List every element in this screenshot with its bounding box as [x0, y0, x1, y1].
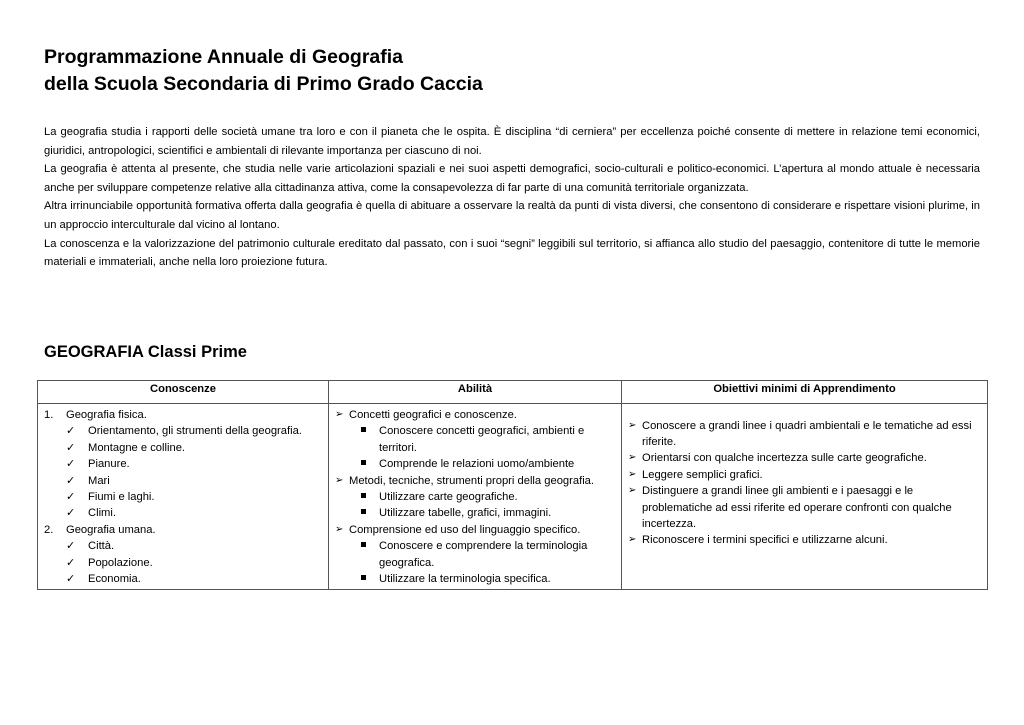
list-item-text: Fiumi e laghi. — [88, 491, 155, 504]
list-item-text: Utilizzare tabelle, grafici, immagini. — [379, 507, 552, 520]
title-line-2: della Scuola Secondaria di Primo Grado Caccia — [44, 73, 483, 95]
list-item-label: Geografia umana. — [66, 523, 156, 536]
list-item-text: Città. — [88, 540, 115, 553]
list-item-text: Riconoscere i termini specifici e utilizzarne alcuni. — [642, 534, 888, 547]
list-item-text: Distinguere a grandi linee gli ambienti e i paesaggi e le problematiche ad essi riferite ed operare confronti con qualche incertezza. — [642, 485, 952, 531]
arrow-bullet-icon: ➢ — [628, 485, 637, 497]
abilita-cell — [329, 404, 622, 590]
header-abilita: Abilità — [329, 381, 622, 404]
check-icon: ✓ — [66, 425, 76, 438]
list-item — [44, 505, 322, 521]
intro-text — [44, 123, 980, 272]
check-icon: ✓ — [66, 507, 76, 520]
arrow-bullet-icon: ➢ — [628, 468, 637, 480]
document-title — [44, 44, 483, 98]
list-item — [335, 407, 615, 423]
square-bullet-icon — [357, 489, 379, 505]
arrow-bullet-icon: ➢ — [335, 474, 344, 486]
list-item — [44, 571, 322, 587]
list-item — [335, 456, 615, 472]
check-icon: ✓ — [66, 441, 76, 454]
list-item — [335, 522, 615, 538]
intro-paragraph: Altra irrinunciabile opportunità formativa offerta dalla geografia è quella di abituare a osservare la realtà da punti di vista diversi, che consentono di considerare e rispettare visioni plurime, in un approccio interculturale dal vicino al lontano. — [44, 200, 980, 231]
check-icon: ✓ — [66, 540, 76, 553]
conoscenze-cell — [38, 404, 329, 590]
list-item — [335, 423, 615, 456]
list-item — [628, 467, 981, 483]
list-item-text: Mari — [88, 474, 110, 487]
square-bullet-icon — [357, 538, 379, 554]
list-item-label: Concetti geografici e conoscenze. — [349, 409, 517, 421]
arrow-bullet-icon: ➢ — [335, 523, 344, 535]
list-item-text: Utilizzare la terminologia specifica. — [379, 573, 551, 586]
list-item — [628, 483, 981, 532]
check-icon: ✓ — [66, 556, 76, 569]
list-item-text: Climi. — [88, 507, 116, 520]
square-bullet-icon — [357, 456, 379, 472]
list-number: 1. — [44, 409, 54, 421]
list-item — [44, 440, 322, 456]
list-item — [44, 555, 322, 571]
intro-paragraph: La geografia studia i rapporti delle società umane tra loro e con il pianeta che le ospita. È disciplina “di cerniera” per eccellenza poiché consente di mettere in relazione temi economici, giuridici, antropologici, scientifici e ambientali di rilevante importanza per ciascuno di noi. — [44, 126, 980, 157]
list-item — [335, 538, 615, 571]
intro-paragraph: La geografia è attenta al presente, che studia nelle varie articolazioni spaziali e nei suoi aspetti demografici, socio-culturali e politico-economici. L’apertura al mondo attuale è necessaria anche per sviluppare competenze relative alla cittadinanza attiva, come la consapevolezza di far parte di una comunità territoriale organizzata. — [44, 163, 980, 194]
title-line-1: Programmazione Annuale di Geografia — [44, 46, 404, 68]
list-item-text: Conoscere a grandi linee i quadri ambientali e le tematiche ad essi riferite. — [642, 419, 972, 449]
list-item-text: Pianure. — [88, 458, 130, 471]
square-bullet-icon — [357, 505, 379, 521]
list-item — [44, 522, 322, 538]
table-row — [38, 404, 988, 590]
list-item — [44, 423, 322, 439]
list-item-label: Comprensione ed uso del linguaggio specifico. — [349, 523, 581, 536]
intro-paragraph: La conoscenza e la valorizzazione del patrimonio culturale ereditato dal passato, con i suoi “segni” leggibili sul territorio, si affianca allo studio del paesaggio, contenitore di tutte le memorie materiali e immateriali, anche nella loro proiezione futura. — [44, 237, 980, 269]
list-item — [335, 505, 615, 521]
section-title: GEOGRAFIA Classi Prime — [44, 343, 247, 361]
list-item-text: Comprende le relazioni uomo/ambiente — [379, 458, 575, 471]
table-header-row — [38, 381, 988, 404]
list-item-text: Economia. — [88, 573, 141, 586]
list-item-text: Orientamento, gli strumenti della geografia. — [88, 425, 302, 438]
header-conoscenze: Conoscenze — [38, 381, 329, 404]
list-number: 2. — [44, 523, 54, 536]
list-item — [335, 571, 615, 587]
list-item-text: Conoscere e comprendere la terminologia geografica. — [379, 540, 588, 569]
list-item — [335, 489, 615, 505]
arrow-bullet-icon: ➢ — [628, 419, 637, 431]
list-item — [44, 473, 322, 489]
arrow-bullet-icon: ➢ — [335, 409, 344, 420]
check-icon: ✓ — [66, 458, 76, 471]
list-item-label: Metodi, tecniche, strumenti propri della geografia. — [349, 474, 595, 487]
list-item-text: Leggere semplici grafici. — [642, 468, 763, 481]
list-item — [628, 418, 981, 451]
arrow-bullet-icon: ➢ — [628, 534, 637, 546]
list-item-text: Orientarsi con qualche incertezza sulle carte geografiche. — [642, 452, 927, 465]
list-item — [628, 532, 981, 548]
list-item-text: Conoscere concetti geografici, ambienti e territori. — [379, 425, 585, 454]
square-bullet-icon — [357, 571, 379, 587]
check-icon: ✓ — [66, 573, 76, 586]
list-item — [628, 450, 981, 466]
list-item-label: Geografia fisica. — [66, 409, 147, 421]
list-item-text: Utilizzare carte geografiche. — [379, 491, 518, 504]
list-item — [335, 473, 615, 489]
list-item — [44, 456, 322, 472]
list-item — [44, 538, 322, 554]
check-icon: ✓ — [66, 474, 76, 487]
list-item-text: Popolazione. — [88, 556, 153, 569]
obiettivi-cell — [622, 404, 988, 590]
list-item — [44, 489, 322, 505]
arrow-bullet-icon: ➢ — [628, 452, 637, 464]
list-item — [44, 407, 322, 423]
check-icon: ✓ — [66, 491, 76, 504]
list-item-text: Montagne e colline. — [88, 441, 186, 454]
curriculum-table — [37, 380, 988, 590]
header-obiettivi: Obiettivi minimi di Apprendimento — [622, 381, 988, 404]
square-bullet-icon — [357, 423, 379, 439]
